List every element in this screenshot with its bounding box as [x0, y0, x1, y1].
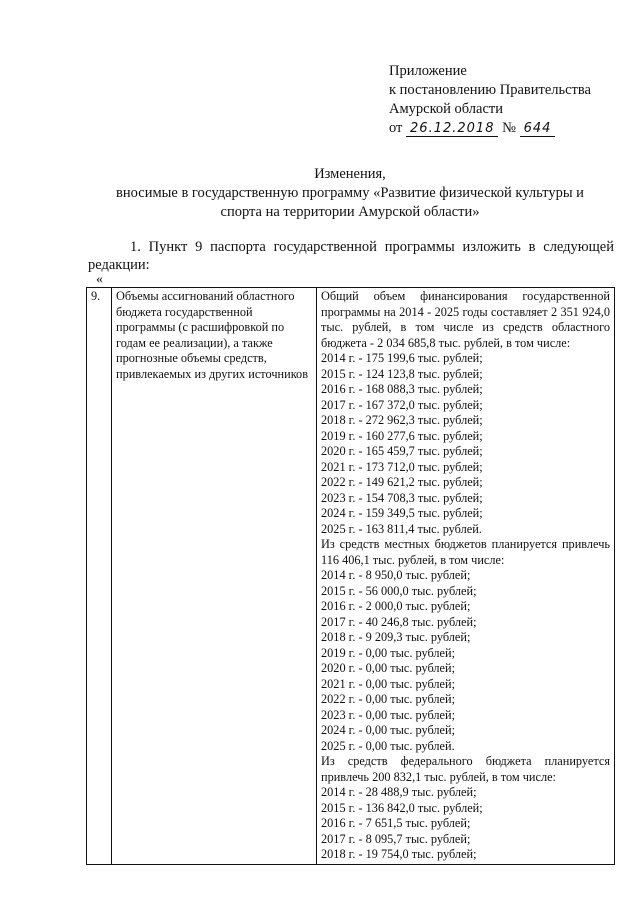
- table-row: [87, 288, 615, 865]
- list-item: 2016 г. - 2 000,0 тыс. рублей;: [321, 599, 471, 613]
- federal-intro: Из средств федерального бюджета планируется привлечь 200 832,1 тыс. рублей, в том числе:: [321, 754, 610, 784]
- passport-table: [86, 287, 615, 865]
- list-item: 2016 г. - 7 651,5 тыс. рублей;: [321, 816, 471, 830]
- instruction-paragraph: 1. Пункт 9 паспорта государственной программы изложить в следующей редакции:: [88, 239, 614, 273]
- list-item: 2015 г. - 124 123,8 тыс. рублей;: [321, 366, 483, 381]
- number-prefix: №: [502, 120, 516, 136]
- list-item: 2020 г. - 0,00 тыс. рублей;: [321, 661, 455, 675]
- financing-cell: [317, 288, 615, 865]
- list-item: 2016 г. - 168 088,3 тыс. рублей;: [321, 382, 483, 396]
- handwritten-number: 644: [520, 121, 556, 137]
- title-line-1: Изменения,: [314, 166, 386, 182]
- title-line-2: вносимые в государственную программу «Развитие физической культуры и: [116, 185, 584, 201]
- list-item: 2014 г. - 175 199,6 тыс. рублей;: [321, 351, 483, 365]
- document-title: [90, 165, 610, 222]
- total-intro: Общий объем финансирования государственной программы на 2014 - 2025 годы составляет 2 351 924,0 тыс. рублей, в том числе из средств областного бюджета - 2 034 685,8 тыс. рублей, в том числе:: [321, 289, 610, 350]
- appendix-date-line: [389, 119, 591, 138]
- list-item: 2015 г. - 56 000,0 тыс. рублей;: [321, 583, 477, 598]
- appendix-resolution: к постановлению Правительства: [389, 82, 591, 98]
- title-line-3: спорта на территории Амурской области»: [220, 204, 480, 220]
- list-item: 2024 г. - 0,00 тыс. рублей;: [321, 723, 455, 737]
- list-item: 2023 г. - 154 708,3 тыс. рублей;: [321, 490, 483, 505]
- list-item: 2025 г. - 0,00 тыс. рублей.: [321, 738, 455, 753]
- local-intro: Из средств местных бюджетов планируется привлечь 116 406,1 тыс. рублей, в том числе:: [321, 537, 610, 567]
- list-item: 2021 г. - 0,00 тыс. рублей;: [321, 676, 455, 691]
- handwritten-date: 26.12.2018: [406, 121, 498, 137]
- list-item: 2018 г. - 19 754,0 тыс. рублей;: [321, 847, 477, 861]
- date-prefix: от: [389, 120, 403, 136]
- list-item: 2017 г. - 8 095,7 тыс. рублей;: [321, 831, 471, 846]
- regional-list: [321, 351, 610, 537]
- item-label: Объемы ассигнований областного бюджета государственной программы (с расшифровкой по годам ее реализации), а также прогнозные объемы средств, привлекаемых из других источников: [112, 288, 317, 865]
- appendix-header: [389, 62, 591, 138]
- list-item: 2022 г. - 149 621,2 тыс. рублей;: [321, 475, 483, 489]
- list-item: 2019 г. - 0,00 тыс. рублей;: [321, 645, 455, 660]
- federal-list: [321, 785, 610, 863]
- local-list: [321, 568, 610, 754]
- list-item: 2025 г. - 163 811,4 тыс. рублей.: [321, 521, 482, 536]
- item-number: 9.: [87, 288, 112, 865]
- list-item: 2018 г. - 272 962,3 тыс. рублей;: [321, 413, 483, 427]
- list-item: 2024 г. - 159 349,5 тыс. рублей;: [321, 506, 483, 520]
- list-item: 2014 г. - 28 488,9 тыс. рублей;: [321, 785, 477, 799]
- list-item: 2023 г. - 0,00 тыс. рублей;: [321, 707, 455, 722]
- list-item: 2014 г. - 8 950,0 тыс. рублей;: [321, 568, 471, 582]
- list-item: 2018 г. - 9 209,3 тыс. рублей;: [321, 630, 471, 644]
- appendix-title: Приложение: [389, 63, 467, 79]
- list-item: 2015 г. - 136 842,0 тыс. рублей;: [321, 800, 483, 815]
- list-item: 2017 г. - 40 246,8 тыс. рублей;: [321, 614, 477, 629]
- open-quote: «: [96, 272, 103, 287]
- list-item: 2017 г. - 167 372,0 тыс. рублей;: [321, 397, 483, 412]
- list-item: 2020 г. - 165 459,7 тыс. рублей;: [321, 444, 483, 458]
- appendix-region: Амурской области: [389, 101, 503, 117]
- list-item: 2022 г. - 0,00 тыс. рублей;: [321, 692, 455, 706]
- list-item: 2021 г. - 173 712,0 тыс. рублей;: [321, 459, 483, 474]
- list-item: 2019 г. - 160 277,6 тыс. рублей;: [321, 428, 483, 443]
